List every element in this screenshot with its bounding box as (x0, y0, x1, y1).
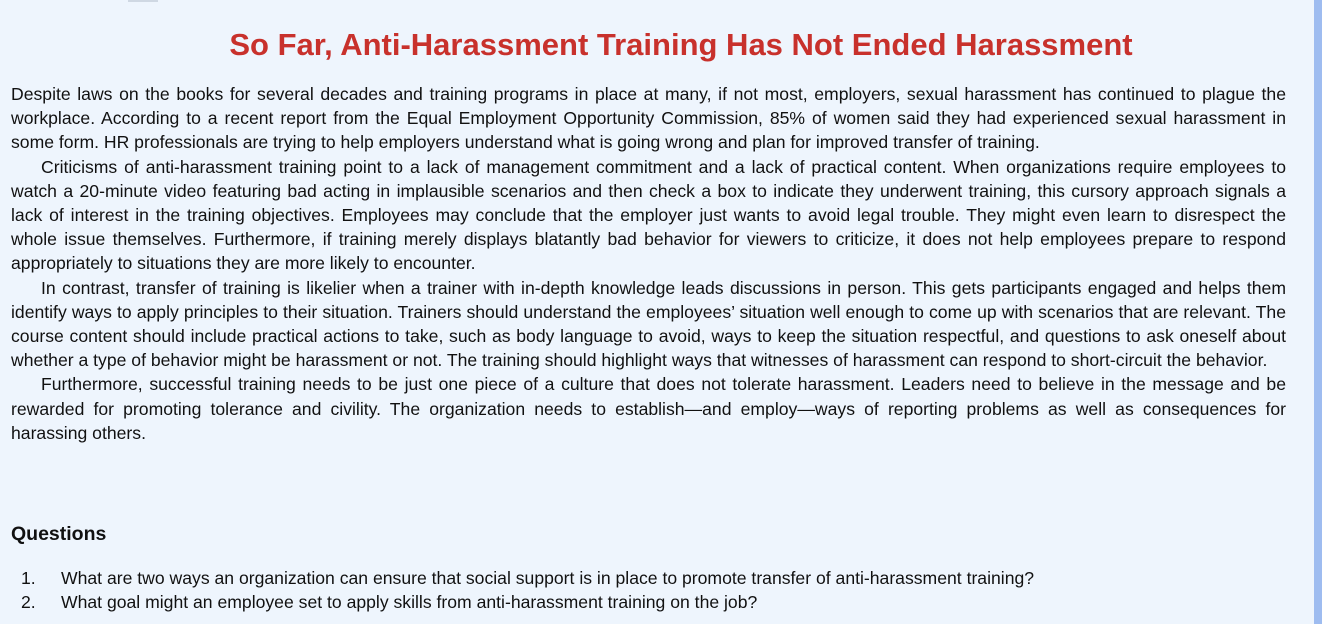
questions-heading: Questions (11, 523, 107, 545)
paragraph-contrast: In contrast, transfer of training is likelier when a trainer with in-depth knowledge leads discussions in person. This gets participants engaged and helps them identify ways to apply principles to their situation. Trainers should understand the employees’ situation well enough to come up with scenarios that are relevant. The course content should include practical actions to take, such as body language to avoid, ways to keep the situation respectful, and questions to ask oneself about whether a type of behavior might be harassment or not. The training should highlight ways that witnesses of harassment can respond to short-circuit the behavior. (11, 277, 1286, 371)
question-text: What goal might an employee set to apply skills from anti-harassment training on the job? (61, 592, 758, 612)
question-item (0, 566, 1034, 590)
question-number: 2. (21, 592, 36, 612)
question-text: What are two ways an organization can ensure that social support is in place to promote transfer of anti-harassment training? (61, 568, 1035, 588)
top-edge-artifact (128, 0, 158, 2)
paragraph-intro: Despite laws on the books for several decades and training programs in place at many, if not most, employers, sexual harassment has continued to plague the workplace. According to a recent report from the Equal Employment Opportunity Commission, 85% of women said they had experienced sexual harassment in some form. HR professionals are trying to help employers understand what is going wrong and plan for improved transfer of training. (11, 84, 1286, 153)
paragraph-criticisms: Criticisms of anti-harassment training point to a lack of management commitment and a lack of practical content. When organizations require employees to watch a 20-minute video featuring bad acting in implausible scenarios and then check a box to indicate they underwent training, this cursory approach signals a lack of interest in the training objectives. Employees may conclude that the employer just wants to avoid legal trouble. They might even learn to disrespect the whole issue themselves. Furthermore, if training merely displays blatantly bad behavior for viewers to criticize, it does not help employees prepare to respond appropriately to situations they are more likely to encounter. (11, 156, 1286, 274)
question-number: 1. (21, 568, 36, 588)
page-title: So Far, Anti-Harassment Training Has Not Ended Harassment (229, 27, 1133, 62)
right-border-rule (1314, 0, 1322, 624)
questions-list (0, 566, 1034, 614)
article-body (11, 82, 1286, 445)
paragraph-culture: Furthermore, successful training needs to be just one piece of a culture that does not tolerate harassment. Leaders need to believe in the message and be rewarded for promoting tolerance and civility. The organization needs to establish—and employ—ways of reporting problems as well as consequences for harassing others. (11, 374, 1286, 443)
question-item (0, 590, 1034, 614)
